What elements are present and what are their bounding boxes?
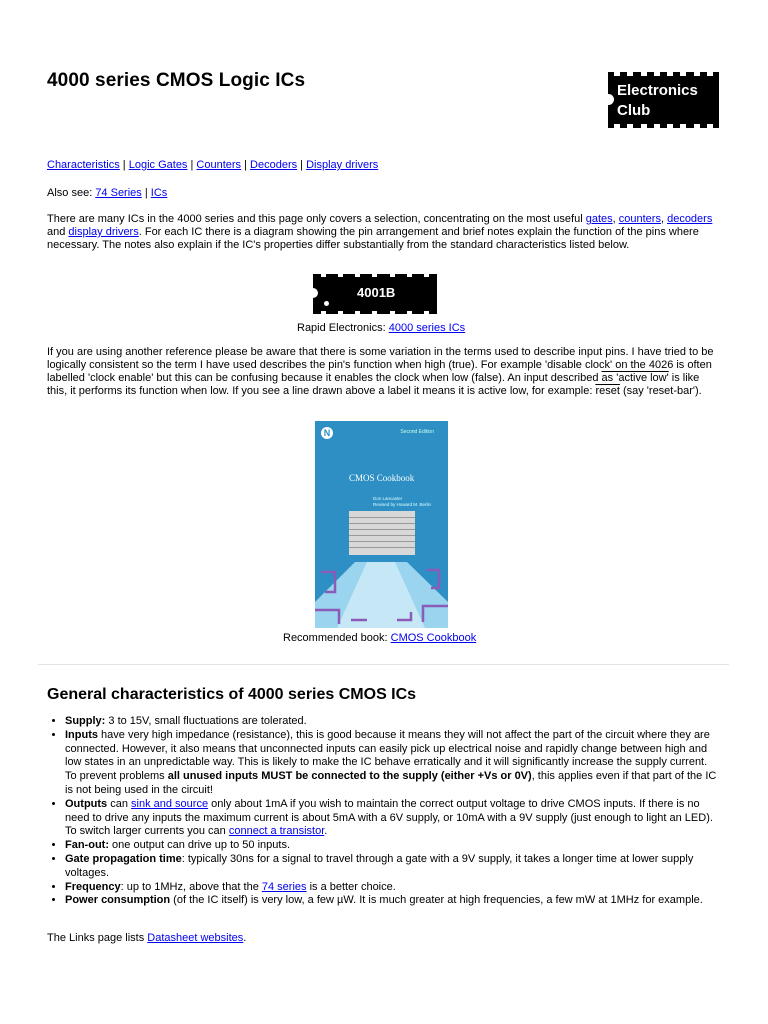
also-see <box>47 187 167 200</box>
section-nav <box>47 159 378 172</box>
intro-paragraph <box>47 213 719 252</box>
logo-line-2: Club <box>617 102 651 119</box>
list-item-gate-propagation <box>65 853 719 881</box>
link-cmos-cookbook[interactable]: CMOS Cookbook <box>390 632 477 644</box>
section-heading: General characteristics of 4000 series CMOS ICs <box>47 686 417 703</box>
chip-label: 4001B <box>357 285 396 300</box>
logo-pins-top <box>614 72 713 76</box>
chip-pins-top <box>321 274 429 277</box>
item-text: only about 1mA if you wish to maintain the correct output voltage to drive CMOS inputs. If there is no need to drive any inputs the maximum current is about 5mA with a 6V supply, or 10mA with a 9V supply (just enough to light an LED). To switch larger currents you can <box>65 797 713 838</box>
book-chip-illustration <box>349 511 415 555</box>
item-text: is a better choice. <box>306 880 396 893</box>
item-text: (of the IC itself) is very low, a few µW. It is much greater at high frequencies, a few mW at 1MHz for example. <box>170 894 703 907</box>
chip-pins-bottom <box>321 311 429 314</box>
item-text: . <box>324 825 328 838</box>
nav-sep: | <box>119 159 129 171</box>
list-item-outputs <box>65 798 719 839</box>
page-title: 4000 series CMOS Logic ICs <box>47 70 306 91</box>
link-decoders[interactable]: decoders <box>667 213 713 225</box>
book-edition: Second Edition <box>400 429 434 435</box>
item-text: can <box>107 797 132 810</box>
link-gates[interactable]: gates <box>585 213 613 225</box>
list-item-power <box>65 894 719 908</box>
item-label: Outputs <box>65 797 108 810</box>
nav-sep: | <box>187 159 197 171</box>
para-text: is like this, it performs its function when low. If you see a line drawn above a label it means it is active low, for example: <box>47 372 700 397</box>
book-reviser: Revised by Howard M. Berlin <box>373 502 432 507</box>
link-connect-a-transistor[interactable]: connect a transistor <box>228 825 325 838</box>
nav-logic-gates[interactable]: Logic Gates <box>128 159 188 171</box>
link-ics[interactable]: ICs <box>150 187 168 199</box>
chip-notch <box>313 288 318 298</box>
link-sink-and-source[interactable]: sink and source <box>131 797 209 810</box>
item-label: Gate propagation time <box>65 852 182 865</box>
book-cover-image[interactable] <box>315 421 448 628</box>
item-text: : typically 30ns for a signal to travel through a gate with a 9V supply, it takes a longer time at lower supply voltages. <box>65 852 694 879</box>
book-authors <box>373 496 431 508</box>
publisher-logo-icon: N <box>321 427 333 439</box>
nav-sep: | <box>241 159 251 171</box>
logo-line-1: Electronics <box>617 82 698 99</box>
logo-notch <box>608 94 614 105</box>
item-text: one output can drive up to 50 inputs. <box>108 839 291 852</box>
book-title: CMOS Cookbook <box>349 473 415 483</box>
item-label: Inputs <box>65 728 98 741</box>
caption-prefix: Rapid Electronics: <box>297 322 389 334</box>
nav-decoders[interactable]: Decoders <box>250 159 298 171</box>
list-item-supply <box>65 715 719 729</box>
item-text: , this applies even if that part of the IC is not being used in the circuit! <box>65 770 717 796</box>
nav-characteristics[interactable]: Characteristics <box>47 159 120 171</box>
list-item-frequency <box>65 881 719 895</box>
nav-display-drivers[interactable]: Display drivers <box>306 159 379 171</box>
list-item-fanout <box>65 839 719 853</box>
intro-text: . For each IC there is a diagram showing the pin arrangement and brief notes explain the function of the pins where necessary. The notes also explain if the IC's properties differ substantially from the standard characteristics listed below. <box>47 226 699 251</box>
chip-pin1-dot <box>324 301 329 306</box>
item-label: Fan-out: <box>65 839 109 852</box>
item-text: : up to 1MHz, above that the <box>120 880 262 893</box>
item-emphasis: all unused inputs MUST be connected to the supply (either +Vs or 0V) <box>167 770 532 783</box>
nav-counters[interactable]: Counters <box>196 159 242 171</box>
book-author: Don Lancaster <box>373 496 403 501</box>
section-divider <box>38 664 729 665</box>
item-label: Power consumption <box>65 894 171 907</box>
link-display-drivers[interactable]: display drivers <box>68 226 139 238</box>
intro-text: , <box>612 213 619 225</box>
logo-pins-bottom <box>614 124 713 128</box>
para-text: (say 'reset-bar'). <box>619 385 702 397</box>
intro-text: and <box>47 226 69 238</box>
electronics-club-logo[interactable] <box>608 72 719 128</box>
item-text: 3 to 15V, small fluctuations are tolerated. <box>105 715 307 727</box>
caption-prefix: Recommended book: <box>283 632 391 644</box>
link-74-series[interactable]: 74 Series <box>95 187 142 199</box>
item-text: have very high impedance (resistance), this is good because it means they will not affect the part of the circuit where they are connected. However, it also means that unconnected inputs can easily pick up electrical noise and rapidly change between high and low states in an unpredictable way. This is likely to make the IC behave erratically and it will significantly increase the supply current. To prevent problems <box>65 728 710 783</box>
ic-chip-image[interactable] <box>313 274 437 314</box>
link-datasheet-websites[interactable]: Datasheet websites <box>147 932 244 944</box>
item-label: Frequency <box>65 880 121 893</box>
book-caption <box>283 632 476 645</box>
item-label: Supply: <box>65 715 106 727</box>
nav-sep: | <box>297 159 307 171</box>
overlined-text: as 'active low' <box>601 372 669 384</box>
links-suffix: . <box>243 932 247 944</box>
characteristics-list <box>47 715 719 908</box>
logo-text <box>617 81 698 121</box>
also-sep: | <box>141 187 151 199</box>
link-74-series-inline[interactable]: 74 series <box>261 880 307 893</box>
list-item-inputs <box>65 729 719 798</box>
reset-bar-label: reset <box>595 385 620 397</box>
para-text: If you are using another reference please be aware that there is some variation in the terms used to describe input pins. I have tried to be logically consistent so the term I have used describes the pin's function when high (true). For example 'disable clock' on the 4026 is often labelled 'clock enable' but this can be confusing because it enables the clock when low (false). An input described <box>47 346 714 384</box>
also-prefix: Also see: <box>47 187 96 199</box>
intro-text: , <box>660 213 668 225</box>
chip-caption <box>297 322 465 335</box>
reference-paragraph <box>47 346 719 398</box>
link-4000-series-ics[interactable]: 4000 series ICs <box>388 322 466 334</box>
links-prefix: The Links page lists <box>47 932 148 944</box>
link-counters[interactable]: counters <box>618 213 661 225</box>
links-line <box>47 932 246 945</box>
book-circuit-floor-illustration <box>315 562 448 628</box>
intro-text: There are many ICs in the 4000 series and this page only covers a selection, concentrating on the most useful <box>47 213 586 225</box>
